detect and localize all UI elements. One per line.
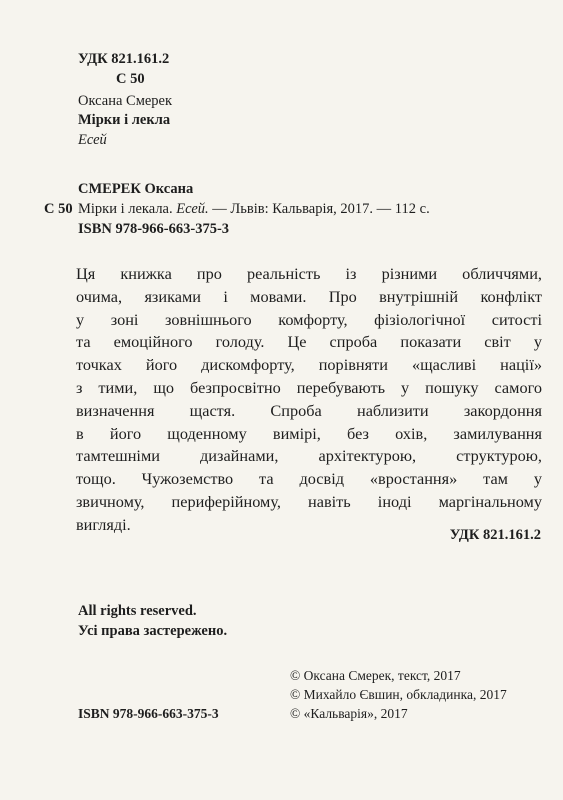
annotation-line: очима, язиками і мовами. Про внутрішній конфлікт <box>76 286 542 306</box>
annotation-line: тощо. Чужоземство та досвід «вростання» там у <box>76 469 542 489</box>
catalog-isbn: ISBN 978-966-663-375-3 <box>78 221 230 237</box>
rights-english: All rights reserved. <box>78 603 197 619</box>
catalog-code: С 50 <box>44 201 73 217</box>
book-annotation <box>76 263 542 537</box>
catalog-publisher: — Львів: Кальварія, 2017. — 112 с. <box>212 201 430 217</box>
book-genre: Есей <box>78 132 107 148</box>
book-title: Мірки і лекла <box>78 112 171 128</box>
annotation-line: у зоні зовнішнього комфорту, фізіологічної ситості <box>76 309 542 329</box>
annotation-line: Ця книжка про реальність із різними обличчями, <box>76 264 542 283</box>
annotation-line: вигляді. <box>76 514 131 534</box>
catalog-author: СМЕРЕК Оксана <box>78 181 194 197</box>
udk-right: УДК 821.161.2 <box>449 527 541 543</box>
copyright-publisher: © «Кальварія», 2017 <box>290 706 408 721</box>
catalog-description <box>78 200 430 218</box>
catalog-title: Мірки і лекала. <box>78 201 173 217</box>
catalog-genre: Есей. <box>176 201 209 217</box>
annotation-line: визначення щастя. Спроба наблизити закордоння <box>76 400 542 420</box>
annotation-line: звичному, периферійному, навіть іноді маргінальному <box>76 491 542 511</box>
rights-ukrainian: Усі права застережено. <box>78 623 228 639</box>
annotation-line: з тими, що безпросвітно перебувають у пошуку самого <box>76 377 542 397</box>
copyright-cover: © Михайло Євшин, обкладинка, 2017 <box>290 687 507 702</box>
author-name: Оксана Смерек <box>78 93 173 109</box>
author-code-header: С 50 <box>116 71 145 87</box>
annotation-line: тамтешніми дизайнами, архітектурою, структурою, <box>76 446 542 466</box>
copyright-text: © Оксана Смерек, текст, 2017 <box>290 668 461 683</box>
annotation-line: та емоційного голоду. Це спроба показати світ у <box>76 332 542 352</box>
isbn-bottom: ISBN 978-966-663-375-3 <box>78 706 219 721</box>
annotation-line: точках його дискомфорту, порівняти «щасливі нації» <box>76 355 542 375</box>
udk-header: УДК 821.161.2 <box>78 51 170 67</box>
annotation-line: в його щоденному вимірі, без охів, замилування <box>76 423 542 443</box>
